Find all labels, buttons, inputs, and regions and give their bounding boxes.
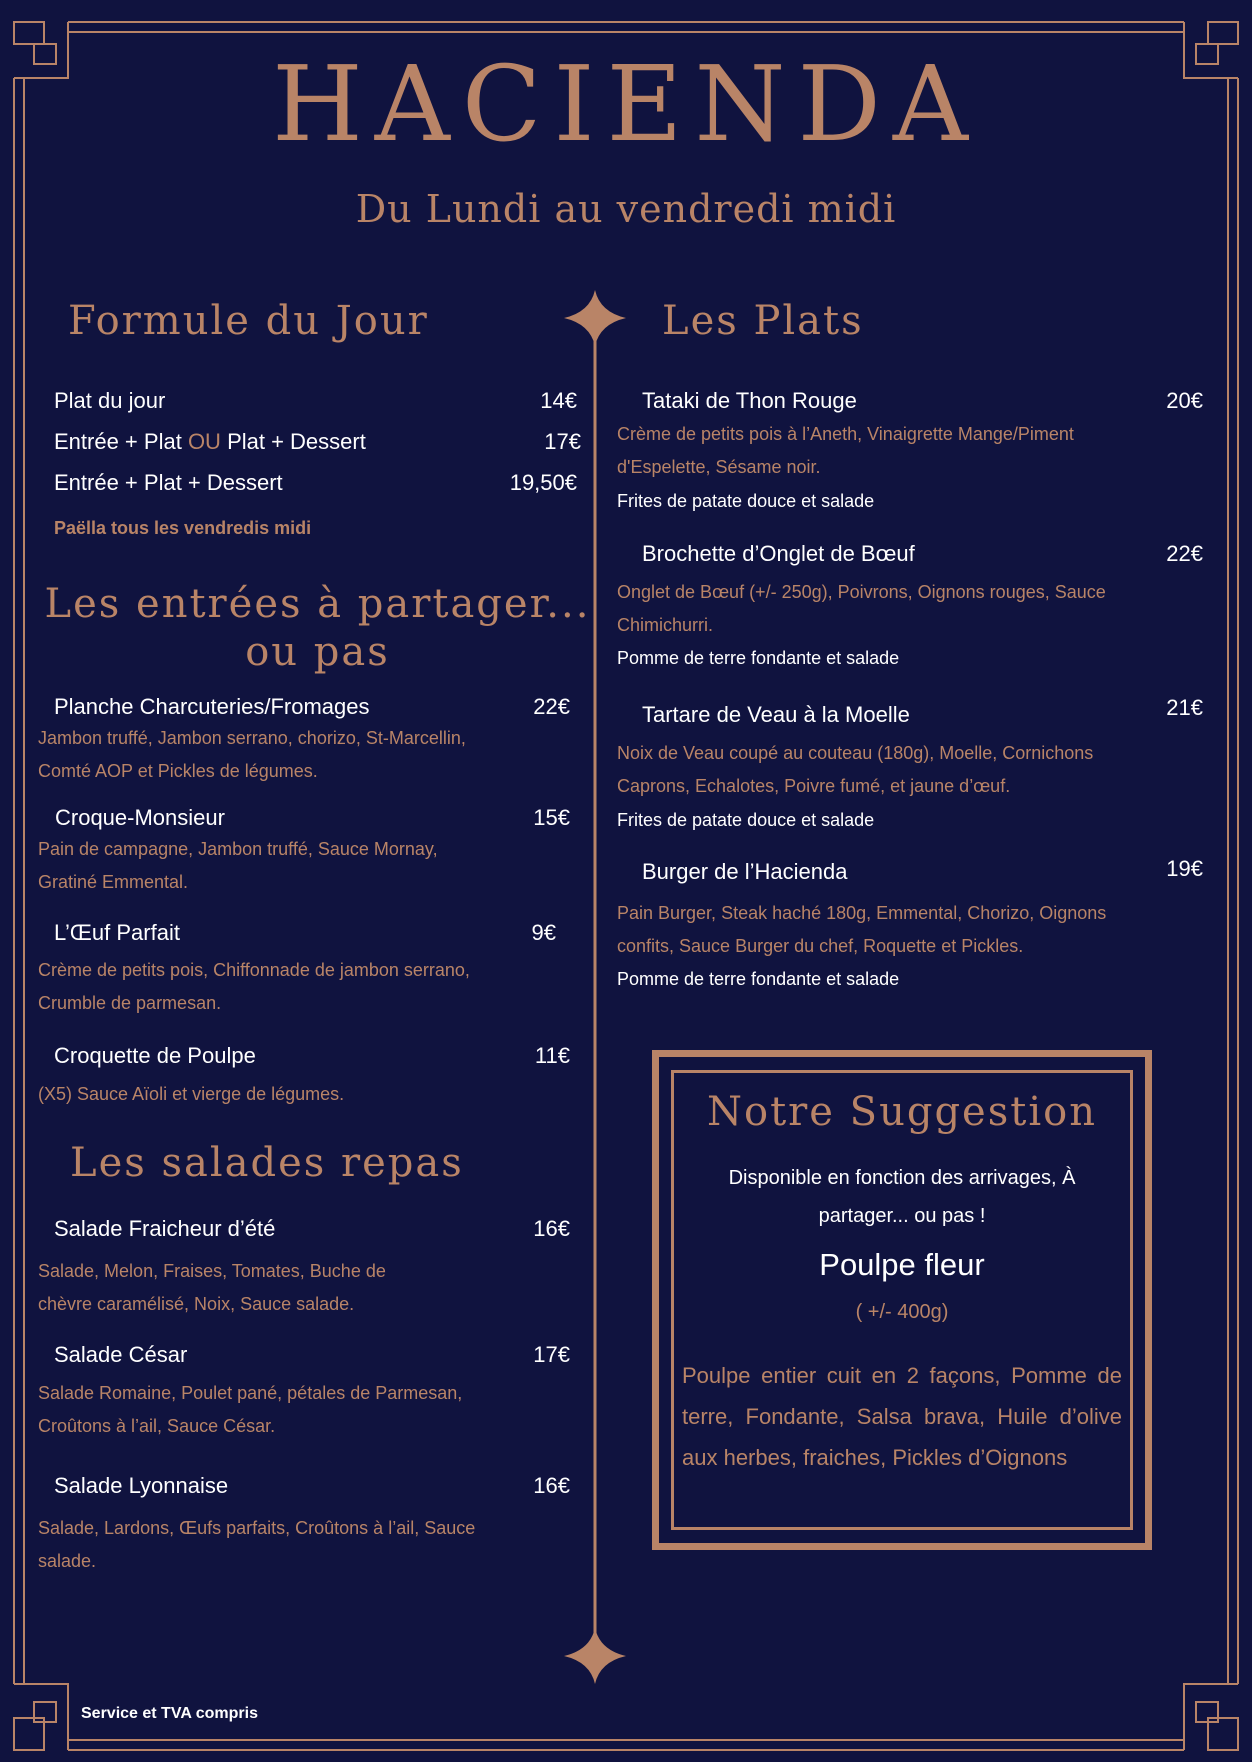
suggestion-dish-weight: ( +/- 400g) (855, 1301, 949, 1323)
plat-price: 20€ (1166, 388, 1203, 413)
salade-name: Salade César (54, 1342, 188, 1367)
menu-subtitle: Du Lundi au vendredi midi (355, 187, 897, 231)
entree-desc: Crème de petits pois, Chiffonnade de jambon serrano, Crumble de parmesan. (38, 960, 470, 1013)
restaurant-title: HACIENDA (272, 43, 980, 165)
formule-item-price: 17€ (544, 429, 581, 454)
suggestion-dish-desc: Poulpe entier cuit en 2 façons, Pomme de terre, Fondante, Salsa brava, Huile d’olive aux herbes, fraiches, Pickles d’Oignons (682, 1363, 1122, 1470)
entree-price: 22€ (533, 694, 570, 719)
salade-price: 16€ (533, 1473, 570, 1498)
service-note: Service et TVA compris (81, 1705, 258, 1722)
plat-side: Pomme de terre fondante et salade (617, 648, 900, 668)
plat-desc: Onglet de Bœuf (+/- 250g), Poivrons, Oignons rouges, Sauce Chimichurri. (617, 582, 1106, 635)
formule-item-part: Entrée + Plat (54, 429, 182, 454)
formule-title: Formule du Jour (68, 298, 429, 344)
plat-side: Frites de patate douce et salade (617, 491, 875, 511)
entree-desc: Jambon truffé, Jambon serrano, chorizo, St-Marcellin, Comté AOP et Pickles de légumes. (38, 728, 466, 781)
plat-desc: Crème de petits pois à l’Aneth, Vinaigrette Mange/Piment d'Espelette, Sésame noir. (617, 424, 1074, 477)
plat-name: Brochette d’Onglet de Bœuf (642, 541, 915, 566)
formule-item-price: 14€ (540, 388, 577, 413)
entrees-title-line2: ou pas (245, 629, 390, 675)
salade-price: 17€ (533, 1342, 570, 1367)
plat-price: 21€ (1166, 695, 1203, 720)
entree-price: 11€ (534, 1043, 570, 1068)
formule-item-name: Plat du jour (54, 388, 166, 413)
plat-desc: Pain Burger, Steak haché 180g, Emmental, Chorizo, Oignons confits, Sauce Burger du chef, Roquette et Pickles. (617, 903, 1107, 956)
salade-desc: Salade, Lardons, Œufs parfaits, Croûtons à l’ail, Sauce salade. (38, 1518, 476, 1571)
salade-name: Salade Fraicheur d’été (54, 1216, 276, 1241)
formule-item-name (54, 431, 366, 453)
star-top-ornament (564, 290, 626, 346)
salade-desc: Salade, Melon, Fraises, Tomates, Buche de chèvre caramélisé, Noix, Sauce salade. (38, 1261, 386, 1314)
plats-title: Les Plats (662, 298, 864, 344)
plat-desc: Noix de Veau coupé au couteau (180g), Moelle, Cornichons Caprons, Echalotes, Poivre fumé, et jaune d’œuf. (617, 743, 1094, 796)
entrees-title (20, 580, 615, 676)
salade-price: 16€ (533, 1216, 570, 1241)
entree-name: Croquette de Poulpe (54, 1043, 256, 1068)
formule-item-name: Entrée + Plat + Dessert (54, 470, 283, 495)
plat-side: Frites de patate douce et salade (617, 810, 875, 830)
entrees-title-line1: Les entrées à partager... (44, 581, 591, 627)
formule-item-part: Plat + Dessert (227, 429, 366, 454)
formule-item-price: 19,50€ (509, 470, 577, 495)
entree-name: L’Œuf Parfait (54, 920, 180, 945)
entree-desc: Pain de campagne, Jambon truffé, Sauce Mornay, Gratiné Emmental. (38, 839, 438, 892)
salade-desc: Salade Romaine, Poulet pané, pétales de Parmesan, Croûtons à l’ail, Sauce César. (38, 1383, 463, 1436)
entree-name: Croque-Monsieur (55, 805, 225, 830)
suggestion-dish-name: Poulpe fleur (819, 1247, 985, 1282)
suggestion-title: Notre Suggestion (707, 1089, 1097, 1135)
plat-price: 22€ (1166, 541, 1203, 566)
plat-price: 19€ (1166, 856, 1203, 881)
entree-name: Planche Charcuteries/Fromages (54, 694, 370, 719)
entree-price: 15€ (533, 805, 570, 830)
suggestion-box (652, 1050, 1152, 1550)
salade-name: Salade Lyonnaise (54, 1473, 229, 1498)
plat-name: Tartare de Veau à la Moelle (642, 702, 910, 727)
salades-title: Les salades repas (70, 1140, 464, 1186)
suggestion-availability: Disponible en fonction des arrivages, À partager... ou pas ! (728, 1167, 1076, 1227)
paella-note: Paëlla tous les vendredis midi (54, 518, 312, 538)
suggestion-inner-frame (671, 1070, 1133, 1530)
plat-side: Pomme de terre fondante et salade (617, 969, 900, 989)
plat-name: Tataki de Thon Rouge (642, 388, 857, 413)
formule-or-word: OU (187, 429, 221, 454)
entree-desc: (X5) Sauce Aïoli et vierge de légumes. (38, 1084, 345, 1104)
star-bottom-ornament (564, 1628, 626, 1684)
plat-name: Burger de l’Hacienda (642, 859, 848, 884)
entree-price: 9€ (531, 920, 556, 945)
